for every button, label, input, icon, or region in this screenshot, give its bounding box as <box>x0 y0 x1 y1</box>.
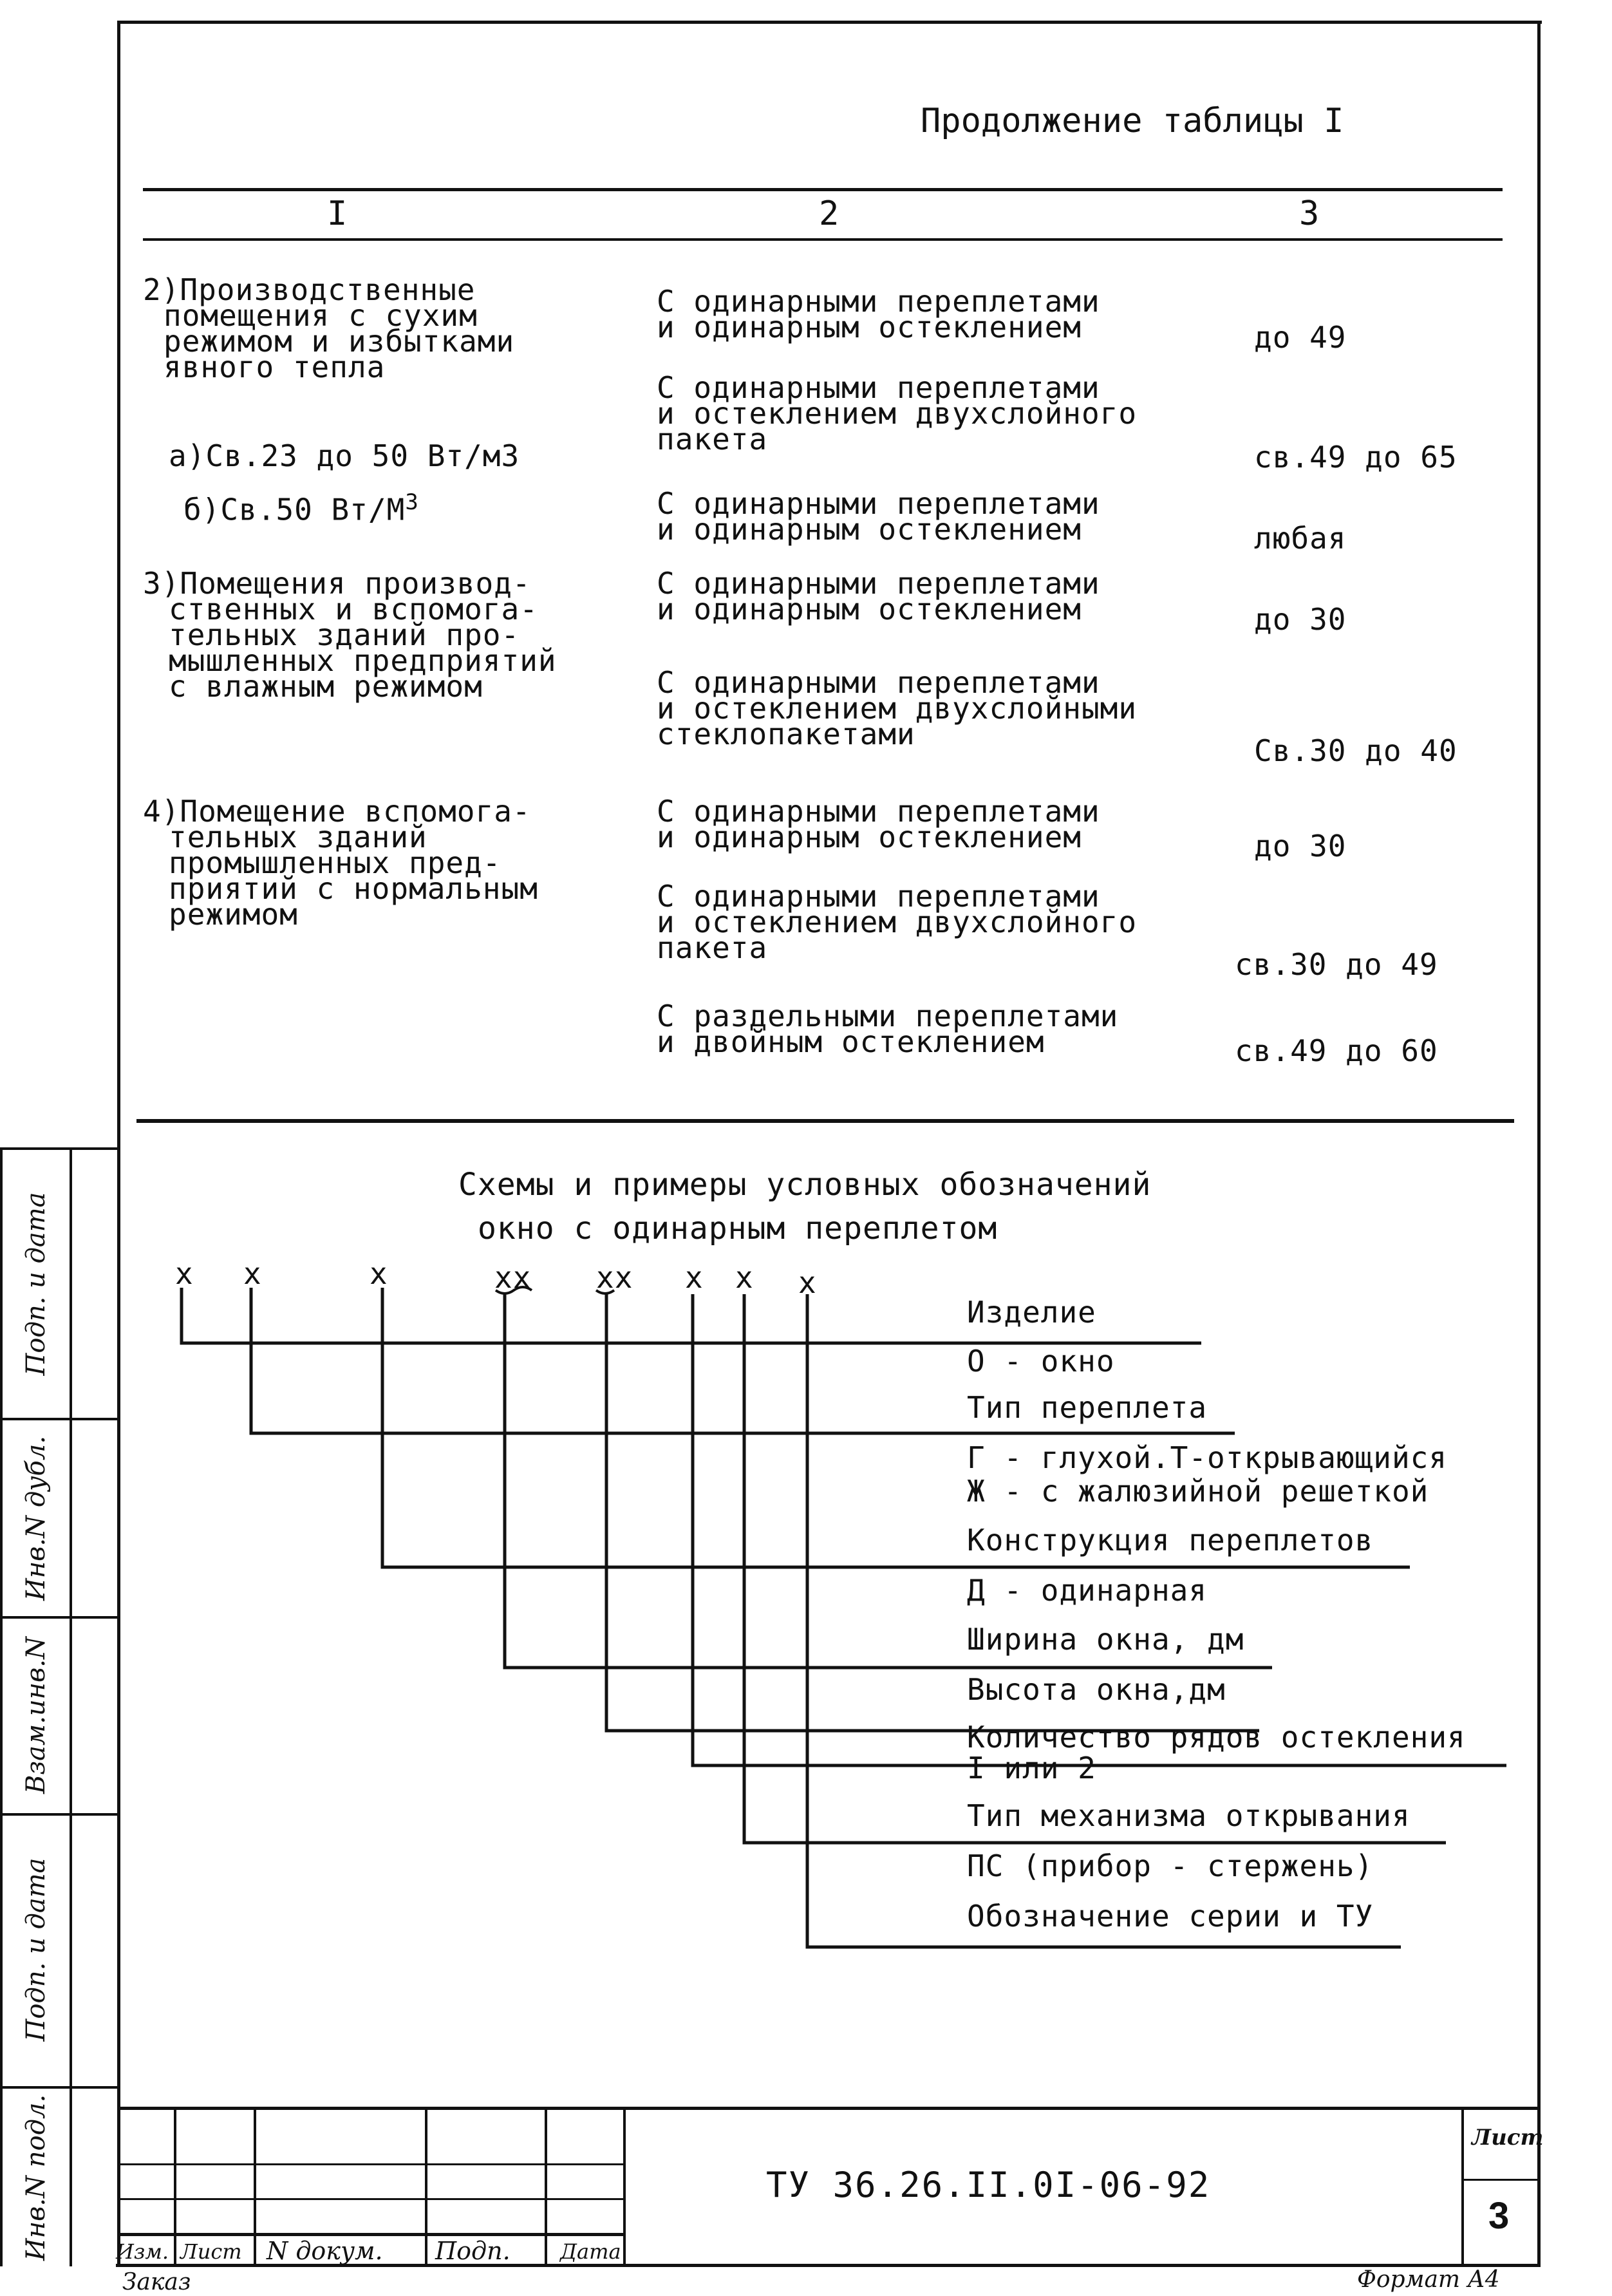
cell-line: и остеклением двухслойного <box>657 905 1138 939</box>
title-block-row-bold <box>117 2233 626 2236</box>
document-code: ТУ 36.26.II.0I-06-92 <box>766 2165 1211 2205</box>
cell-line: С одинарными переплетами <box>657 486 1100 521</box>
scheme-label-mechanism: Тип механизма открывания <box>967 1798 1410 1833</box>
scheme-label-product: Изделие <box>967 1295 1096 1330</box>
table-cell-c3: св.30 до 49 <box>1235 947 1438 982</box>
table-cell-c3: до 30 <box>1254 602 1347 637</box>
stamp-label-dup-inv: Инв.N дубл. <box>21 1435 51 1601</box>
table-cell-c3: Св.30 до 40 <box>1254 733 1457 768</box>
stamp-divider-col <box>70 1147 72 2266</box>
mark-underline <box>596 1290 614 1294</box>
stamp-label-sign-date-2: Подп. и дата <box>21 1858 51 2042</box>
column-header-1: I <box>327 194 348 233</box>
scheme-label-rod: ПС (прибор - стержень) <box>967 1849 1374 1883</box>
row-2-subcase-b-text: б)Св.50 Вт/М <box>183 492 406 527</box>
title-col-label: Лист <box>180 2239 242 2264</box>
title-block-col <box>254 2107 256 2266</box>
row-3-line: мышленных предприятий <box>169 643 557 678</box>
scheme-subtitle: окно с одинарным переплетом <box>478 1210 998 1247</box>
row-2-subcase-a: а)Св.23 до 50 Вт/м3 <box>169 438 520 473</box>
title-block-col <box>623 2107 626 2266</box>
cell-line: и одинарным остеклением <box>657 592 1082 626</box>
cell-line: С одинарными переплетами <box>657 566 1100 601</box>
mark-underline <box>496 1287 532 1294</box>
scheme-label-width: Ширина окна, дм <box>967 1622 1244 1657</box>
row-3-line: ственных и вспомога- <box>169 592 538 626</box>
column-header-3: 3 <box>1299 194 1320 233</box>
sheet-box-mid <box>1461 2179 1540 2181</box>
title-block-col <box>174 2107 176 2266</box>
cell-line: и одинарным остеклением <box>657 820 1082 854</box>
stamp-row-rule <box>0 1616 120 1619</box>
title-block-row <box>117 2163 626 2165</box>
title-block-top <box>117 2107 1540 2110</box>
cell-line: С раздельными переплетами <box>657 999 1119 1033</box>
scheme-label-glazing-rows: Количество рядов остекления <box>967 1720 1466 1755</box>
title-block-row <box>117 2198 626 2200</box>
table-cell-c3: любая <box>1254 521 1347 556</box>
scheme-mark: x <box>370 1256 388 1291</box>
cell-line: и остеклением двухслойными <box>657 691 1138 726</box>
row-4-line: приятий с нормальным <box>169 871 538 906</box>
row-4-line: тельных зданий <box>169 820 427 854</box>
row-2-line: помещения с сухим <box>164 298 478 333</box>
sheet-number: 3 <box>1488 2195 1510 2237</box>
scheme-mark: x <box>175 1256 194 1291</box>
scheme-label-window: О - окно <box>967 1344 1115 1379</box>
scheme-mark: xx <box>494 1260 532 1295</box>
scheme-label-rows-values: I или 2 <box>967 1751 1096 1785</box>
stamp-label-sign-date: Подп. и дата <box>21 1192 51 1376</box>
stamp-label-orig-inv: Инв.N подл. <box>21 2094 51 2261</box>
scheme-label-single: Д - одинарная <box>967 1573 1208 1608</box>
scheme-mark: xx <box>596 1260 633 1295</box>
table-cell-c3: св.49 до 60 <box>1235 1033 1438 1068</box>
row-2-line: 2)Производственные <box>143 272 476 307</box>
cell-line: пакета <box>657 930 768 965</box>
stamp-label-replace-inv: Взам.инв.N <box>21 1636 51 1794</box>
cell-line: и одинарным остеклением <box>657 512 1082 547</box>
stamp-outer-left <box>0 1147 3 2266</box>
cell-line: пакета <box>657 422 768 456</box>
scheme-label-series: Обозначение серии и ТУ <box>967 1899 1374 1934</box>
cell-line: С одинарными переплетами <box>657 879 1100 914</box>
cell-line: С одинарными переплетами <box>657 284 1100 319</box>
stamp-row-rule <box>0 1418 120 1420</box>
sheet-box-left <box>1461 2107 1464 2266</box>
cell-line: С одинарными переплетами <box>657 665 1100 700</box>
scheme-label-sash-type-values: Г - глухой.Т-открывающийся <box>967 1440 1448 1475</box>
cell-line: и двойным остеклением <box>657 1024 1045 1059</box>
stamp-row-rule <box>0 1813 120 1816</box>
sheet-label: Лист <box>1472 2125 1544 2150</box>
scheme-label-louvre: Ж - с жалюзийной решеткой <box>967 1474 1429 1509</box>
row-3-line: тельных зданий про- <box>169 617 520 652</box>
stamp-row-rule <box>0 2086 120 2089</box>
scheme-mark: x <box>243 1256 262 1291</box>
order-label: Заказ <box>122 2269 191 2295</box>
scheme-mark: x <box>685 1260 704 1295</box>
row-3-line: с влажным режимом <box>169 669 483 704</box>
format-label: Формат А4 <box>1357 2266 1500 2293</box>
table-cell-c3: св.49 до 65 <box>1254 440 1457 475</box>
continuation-caption: Продолжение таблицы I <box>921 102 1344 140</box>
row-2-line: явного тепла <box>164 350 386 384</box>
row-3-line: 3)Помещения производ- <box>143 566 531 601</box>
table-cell-c3: до 30 <box>1254 829 1347 863</box>
title-block-col <box>425 2107 427 2266</box>
title-col-label: N докум. <box>267 2237 383 2265</box>
scheme-mark: x <box>798 1265 817 1300</box>
leader-height <box>606 1294 1259 1731</box>
title-col-label: Изм. <box>116 2239 169 2264</box>
title-col-label: Подп. <box>435 2237 511 2265</box>
row-4-line: 4)Помещение вспомога- <box>143 794 531 829</box>
scheme-label-height: Высота окна,дм <box>967 1672 1226 1707</box>
scheme-mark: x <box>735 1260 754 1295</box>
title-col-label: Дата <box>560 2239 621 2264</box>
row-2-subcase-b-sup: 3 <box>405 489 419 515</box>
row-2-line: режимом и избытками <box>164 324 515 359</box>
cell-line: С одинарными переплетами <box>657 794 1100 829</box>
scheme-label-construction: Конструкция переплетов <box>967 1523 1374 1557</box>
row-4-line: промышленных пред- <box>169 845 501 880</box>
cell-line: С одинарными переплетами <box>657 370 1100 405</box>
cell-line: и одинарным остеклением <box>657 310 1082 344</box>
stamp-row-rule <box>0 1147 120 1150</box>
row-4-line: режимом <box>169 897 298 932</box>
column-header-2: 2 <box>819 194 839 233</box>
cell-line: стеклопакетами <box>657 717 915 751</box>
table-cell-c3: до 49 <box>1254 320 1347 355</box>
scheme-title: Схемы и примеры условных обозначений <box>458 1167 1152 1203</box>
title-block-col <box>545 2107 547 2266</box>
cell-line: и остеклением двухслойного <box>657 396 1138 431</box>
scheme-label-sash-type: Тип переплета <box>967 1390 1208 1425</box>
